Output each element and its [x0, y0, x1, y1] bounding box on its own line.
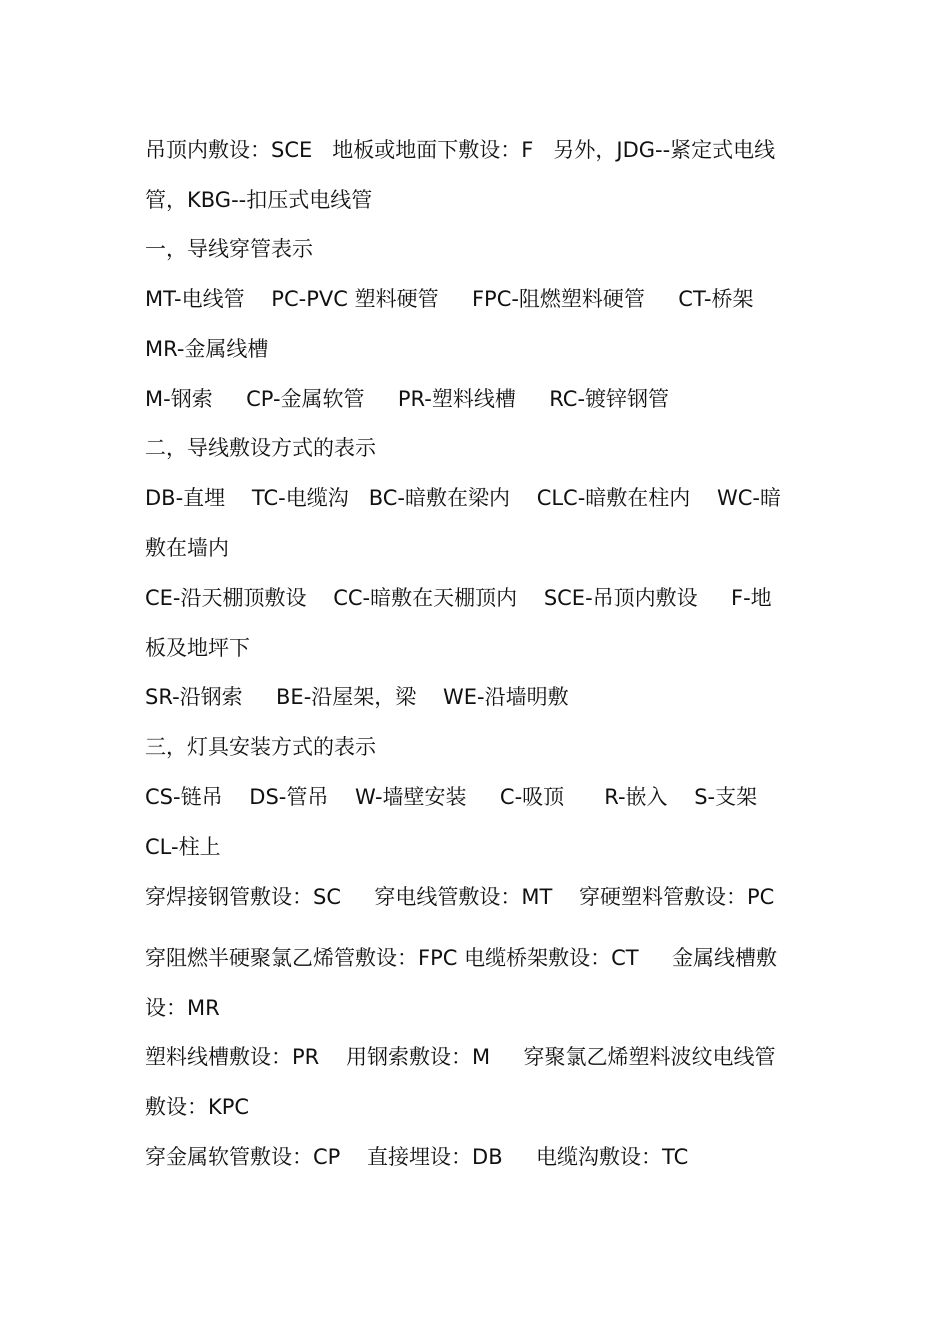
text-line: 穿金属软管敷设：CP 直接埋设：DB 电缆沟敷设：TC [145, 1145, 689, 1169]
text-line: 管，KBG--扣压式电线管 [145, 188, 373, 212]
section-heading: 二，导线敷设方式的表示 [145, 436, 376, 460]
text-line: M-钢索 CP-金属软管 PR-塑料线槽 RC-镀锌钢管 [145, 387, 670, 411]
text-line: 板及地坪下 [145, 636, 250, 660]
section-heading: 三，灯具安装方式的表示 [145, 735, 376, 759]
text-line: 穿焊接钢管敷设：SC 穿电线管敷设：MT 穿硬塑料管敷设：PC [145, 885, 775, 909]
text-line: SR-沿钢索 BE-沿屋架，梁 WE-沿墙明敷 [145, 685, 569, 709]
text-line: 穿阻燃半硬聚氯乙烯管敷设：FPC 电缆桥架敷设：CT 金属线槽敷 [145, 946, 777, 970]
section-heading: 一，导线穿管表示 [145, 237, 313, 261]
text-line: 吊顶内敷设：SCE 地板或地面下敷设：F 另外，JDG--紧定式电线 [145, 138, 776, 162]
text-line: CE-沿天棚顶敷设 CC-暗敷在天棚顶内 SCE-吊顶内敷设 F-地 [145, 586, 772, 610]
text-line: MT-电线管 PC-PVC 塑料硬管 FPC-阻燃塑料硬管 CT-桥架 [145, 287, 754, 311]
text-line: CL-柱上 [145, 835, 221, 859]
text-line: 设：MR [145, 996, 220, 1020]
text-line: 敷在墙内 [145, 536, 229, 560]
text-line: DB-直埋 TC-电缆沟 BC-暗敷在梁内 CLC-暗敷在柱内 WC-暗 [145, 486, 782, 510]
text-line: CS-链吊 DS-管吊 W-墙壁安装 C-吸顶 R-嵌入 S-支架 [145, 785, 758, 809]
text-line: MR-金属线槽 [145, 337, 269, 361]
text-line: 塑料线槽敷设：PR 用钢索敷设：M 穿聚氯乙烯塑料波纹电线管 [145, 1045, 776, 1069]
text-line: 敷设：KPC [145, 1095, 250, 1119]
